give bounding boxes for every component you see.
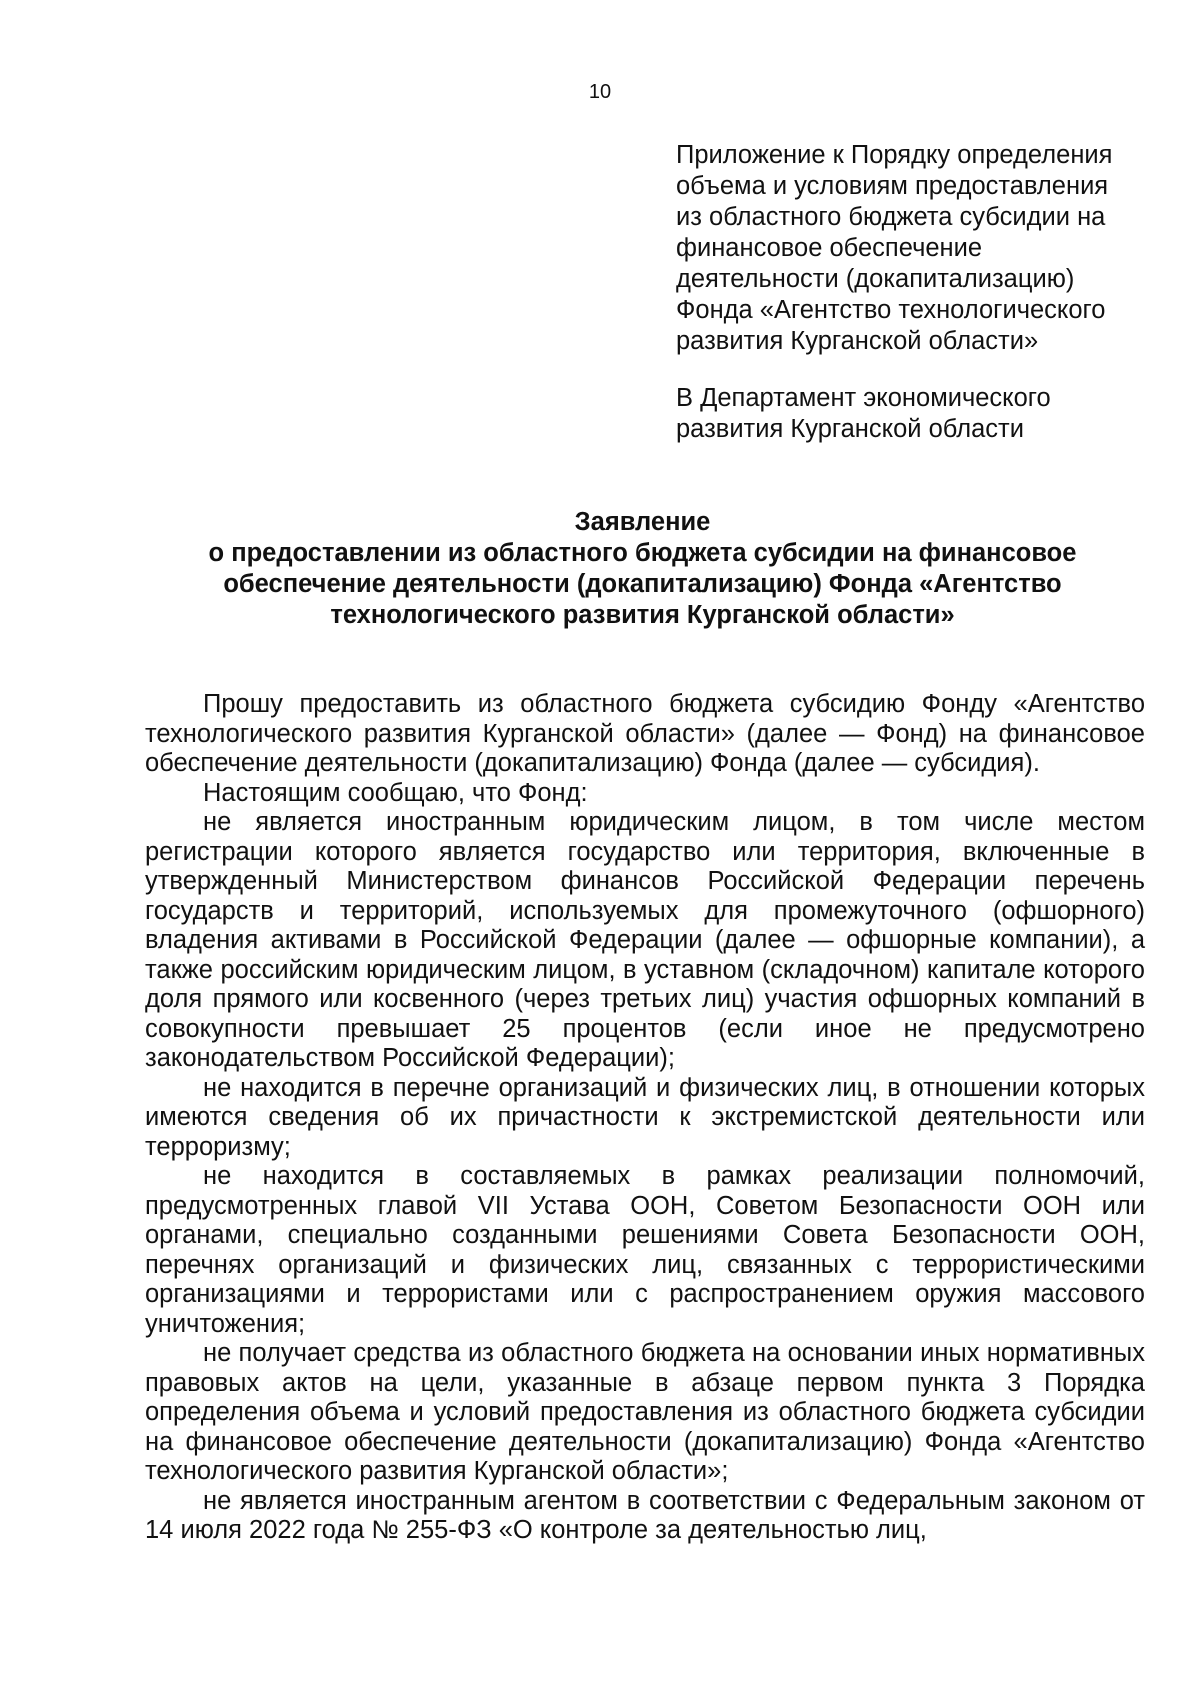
title-line: обеспечение деятельности (докапитализацию) Фонда «Агентство (223, 570, 1062, 598)
title-line: технологического развития Курганской области» (330, 601, 955, 629)
appendix-line: Приложение к Порядку определения (676, 141, 1113, 169)
paragraph-foreign-agent: не является иностранным агентом в соответствии с Федеральным законом от 14 июля 2022 года № 255-ФЗ «О контроле за деятельностью лиц, (145, 1486, 1145, 1544)
paragraph-other-funds: не получает средства из областного бюджета на основании иных нормативных правовых актов на цели, указанные в абзаце первом пункта 3 Порядка определения объема и условий предоставления из областного бюджета субсидии на финансовое обеспечение деятельности (докапитализацию) Фонда «Агентство технологического развития Курганской области»; (145, 1339, 1145, 1485)
title-line: о предоставлении из областного бюджета субсидии на финансовое (208, 539, 1077, 567)
paragraph-request: Прошу предоставить из областного бюджета субсидию Фонду «Агентство технологического развития Курганской области» (далее — Фонд) на финансовое обеспечение деятельности (докапитализацию) Фонда (далее — субсидия). (145, 690, 1145, 777)
body-text (145, 690, 1145, 1546)
paragraph-un-lists: не находится в составляемых в рамках реализации полномочий, предусмотренных главой VII Устава ООН, Советом Безопасности ООН или органами, специально созданными решениями Совета Безопасности ООН, перечнях организаций и физических лиц, связанных с террористическими организациями и террористами или с распространением оружия массового уничтожения; (145, 1162, 1145, 1338)
addressee (676, 383, 1176, 445)
appendix-line: объема и условиям предоставления (676, 172, 1109, 200)
paragraph-extremism: не находится в перечне организаций и физических лиц, в отношении которых имеются сведения об их причастности к экстремистской деятельности или терроризму; (145, 1073, 1145, 1161)
appendix-line: финансовое обеспечение (676, 234, 983, 262)
paragraph-offshore: не является иностранным юридическим лицом, в том числе местом регистрации которого является государство или территория, включенные в утвержденный Министерством финансов Российской Федерации перечень государств и территорий, используемых для промежуточного (офшорного) владения активами в Российской Федерации (далее — офшорные компании), а также российским юридическим лицом, в уставном (складочном) капитале которого доля прямого или косвенного (через третьих лиц) участия офшорных компаний в совокупности превышает 25 процентов (если иное не предусмотрено законодательством Российской Федерации); (145, 808, 1145, 1072)
appendix-line: деятельности (докапитализацию) (676, 265, 1075, 293)
document-title (140, 507, 1145, 631)
addressee-line: В Департамент экономического (676, 384, 1051, 412)
addressee-line: развития Курганской области (676, 415, 1024, 443)
appendix-line: развития Курганской области» (676, 327, 1039, 355)
appendix-note (676, 140, 1176, 357)
page-number: 10 (588, 81, 612, 103)
paragraph-intro: Настоящим сообщаю, что Фонд: (203, 778, 588, 807)
appendix-line: из областного бюджета субсидии на (676, 203, 1106, 231)
title-line: Заявление (574, 508, 711, 536)
appendix-line: Фонда «Агентство технологического (676, 296, 1106, 324)
